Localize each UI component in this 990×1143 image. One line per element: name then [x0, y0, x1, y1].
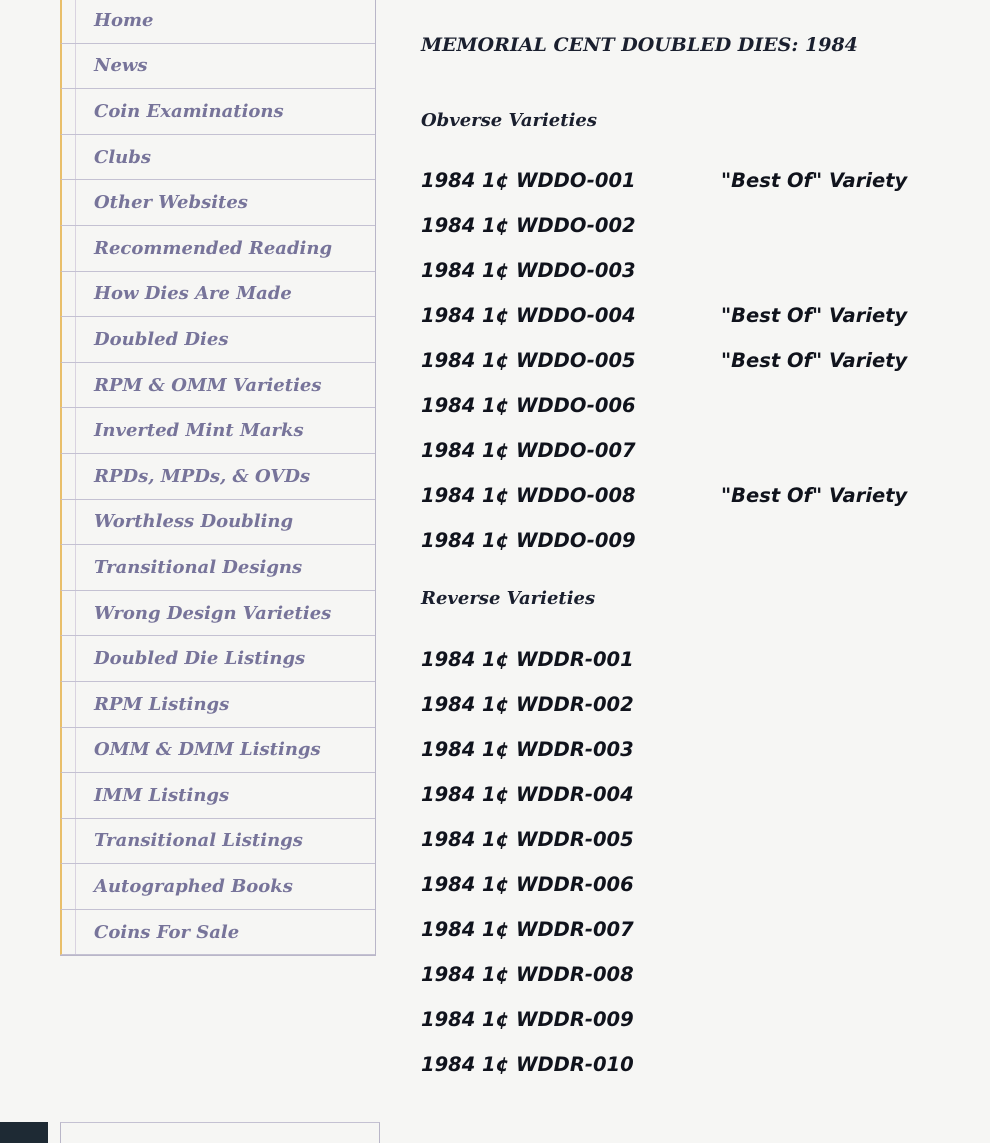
sidebar-item-autographed-books[interactable]: [60, 864, 375, 910]
sidebar-item-home[interactable]: [60, 0, 375, 44]
list-item: [421, 518, 636, 563]
variety-link-wddo-002[interactable]: 1984 1¢ WDDO-002: [421, 214, 636, 237]
variety-link-wddr-009[interactable]: 1984 1¢ WDDR-009: [421, 1008, 634, 1031]
sidebar-item-label: IMM Listings: [94, 784, 230, 806]
sidebar-item-other-websites[interactable]: [60, 180, 375, 226]
list-item: [421, 862, 634, 907]
obverse-variety-list: [421, 158, 908, 563]
variety-link-wddo-007[interactable]: 1984 1¢ WDDO-007: [421, 439, 636, 462]
sidebar-item-recommended-reading[interactable]: [60, 226, 375, 272]
sidebar-item-rpds-mpds-ovds[interactable]: [60, 454, 375, 500]
list-item: [421, 1042, 634, 1087]
best-of-note: "Best Of" Variety: [721, 304, 908, 327]
list-item: [421, 817, 634, 862]
sidebar-item-imm-listings[interactable]: [60, 773, 375, 819]
sidebar-item-label: RPM & OMM Varieties: [94, 374, 322, 396]
sidebar-item-label: Other Websites: [94, 192, 248, 214]
list-item: [421, 158, 908, 203]
sidebar-item-clubs[interactable]: [60, 135, 375, 181]
list-item: [421, 293, 908, 338]
sidebar-item-label: OMM & DMM Listings: [94, 739, 321, 761]
sidebar-item-label: Coins For Sale: [94, 921, 240, 943]
sidebar-nav-continuation: [60, 1122, 380, 1143]
variety-link-wddr-007[interactable]: 1984 1¢ WDDR-007: [421, 918, 634, 941]
sidebar-item-wrong-design-varieties[interactable]: [60, 591, 375, 637]
variety-link-wddo-004[interactable]: 1984 1¢ WDDO-004: [421, 304, 636, 327]
sidebar-item-omm-dmm-listings[interactable]: [60, 728, 375, 774]
sidebar-item-news[interactable]: [60, 44, 375, 90]
list-item: [421, 682, 634, 727]
list-item: [421, 952, 634, 997]
sidebar-item-label: How Dies Are Made: [94, 283, 292, 305]
variety-link-wddo-003[interactable]: 1984 1¢ WDDO-003: [421, 259, 636, 282]
list-item: [421, 727, 634, 772]
sidebar-item-label: Inverted Mint Marks: [94, 420, 304, 442]
sidebar-item-how-dies-are-made[interactable]: [60, 272, 375, 318]
sidebar-item-label: Coin Examinations: [94, 100, 284, 122]
sidebar-item-rpm-omm-varieties[interactable]: [60, 363, 375, 409]
sidebar-item-transitional-listings[interactable]: [60, 819, 375, 865]
list-item: [421, 473, 908, 518]
sidebar-item-label: Recommended Reading: [94, 237, 333, 259]
obverse-heading: Obverse Varieties: [421, 110, 598, 131]
sidebar-item-label: Autographed Books: [94, 876, 293, 898]
sidebar-item-label: Transitional Designs: [94, 556, 303, 578]
variety-link-wddr-005[interactable]: 1984 1¢ WDDR-005: [421, 828, 634, 851]
list-item: [421, 338, 908, 383]
variety-link-wddr-006[interactable]: 1984 1¢ WDDR-006: [421, 873, 634, 896]
variety-link-wddo-006[interactable]: 1984 1¢ WDDO-006: [421, 394, 636, 417]
reverse-variety-list: [421, 637, 634, 1087]
sidebar-item-transitional-designs[interactable]: [60, 545, 375, 591]
sidebar-item-worthless-doubling[interactable]: [60, 500, 375, 546]
reverse-heading: Reverse Varieties: [421, 588, 596, 609]
variety-link-wddr-001[interactable]: 1984 1¢ WDDR-001: [421, 648, 634, 671]
best-of-note: "Best Of" Variety: [721, 349, 908, 372]
sidebar-nav: [60, 0, 376, 956]
sidebar-item-coins-for-sale[interactable]: [60, 910, 375, 956]
variety-link-wddr-002[interactable]: 1984 1¢ WDDR-002: [421, 693, 634, 716]
variety-link-wddr-008[interactable]: 1984 1¢ WDDR-008: [421, 963, 634, 986]
list-item: [421, 428, 636, 473]
list-item: [421, 248, 636, 293]
variety-link-wddr-004[interactable]: 1984 1¢ WDDR-004: [421, 783, 634, 806]
variety-link-wddo-001[interactable]: 1984 1¢ WDDO-001: [421, 169, 636, 192]
sidebar-item-inverted-mint-marks[interactable]: [60, 408, 375, 454]
sidebar-item-rpm-listings[interactable]: [60, 682, 375, 728]
sidebar-item-label: Worthless Doubling: [94, 511, 294, 533]
sidebar-item-label: Home: [94, 9, 154, 31]
page-title: MEMORIAL CENT DOUBLED DIES: 1984: [421, 34, 858, 56]
list-item: [421, 997, 634, 1042]
sidebar-item-label: Transitional Listings: [94, 830, 303, 852]
list-item: [421, 383, 636, 428]
footer-corner: [0, 1122, 48, 1143]
sidebar-item-label: Wrong Design Varieties: [94, 602, 332, 624]
list-item: [421, 772, 634, 817]
variety-link-wddr-010[interactable]: 1984 1¢ WDDR-010: [421, 1053, 634, 1076]
sidebar-item-label: Clubs: [94, 146, 151, 168]
sidebar-item-label: Doubled Dies: [94, 328, 229, 350]
sidebar-item-label: Doubled Die Listings: [94, 648, 306, 670]
variety-link-wddo-009[interactable]: 1984 1¢ WDDO-009: [421, 529, 636, 552]
sidebar-item-doubled-die-listings[interactable]: [60, 636, 375, 682]
list-item: [421, 907, 634, 952]
best-of-note: "Best Of" Variety: [721, 169, 908, 192]
sidebar-item-label: News: [94, 55, 148, 77]
sidebar-item-label: RPM Listings: [94, 693, 230, 715]
sidebar-item-coin-examinations[interactable]: [60, 89, 375, 135]
list-item: [421, 637, 634, 682]
best-of-note: "Best Of" Variety: [721, 484, 908, 507]
sidebar-item-doubled-dies[interactable]: [60, 317, 375, 363]
sidebar-item-label: RPDs, MPDs, & OVDs: [94, 465, 311, 487]
variety-link-wddr-003[interactable]: 1984 1¢ WDDR-003: [421, 738, 634, 761]
variety-link-wddo-005[interactable]: 1984 1¢ WDDO-005: [421, 349, 636, 372]
list-item: [421, 203, 636, 248]
variety-link-wddo-008[interactable]: 1984 1¢ WDDO-008: [421, 484, 636, 507]
